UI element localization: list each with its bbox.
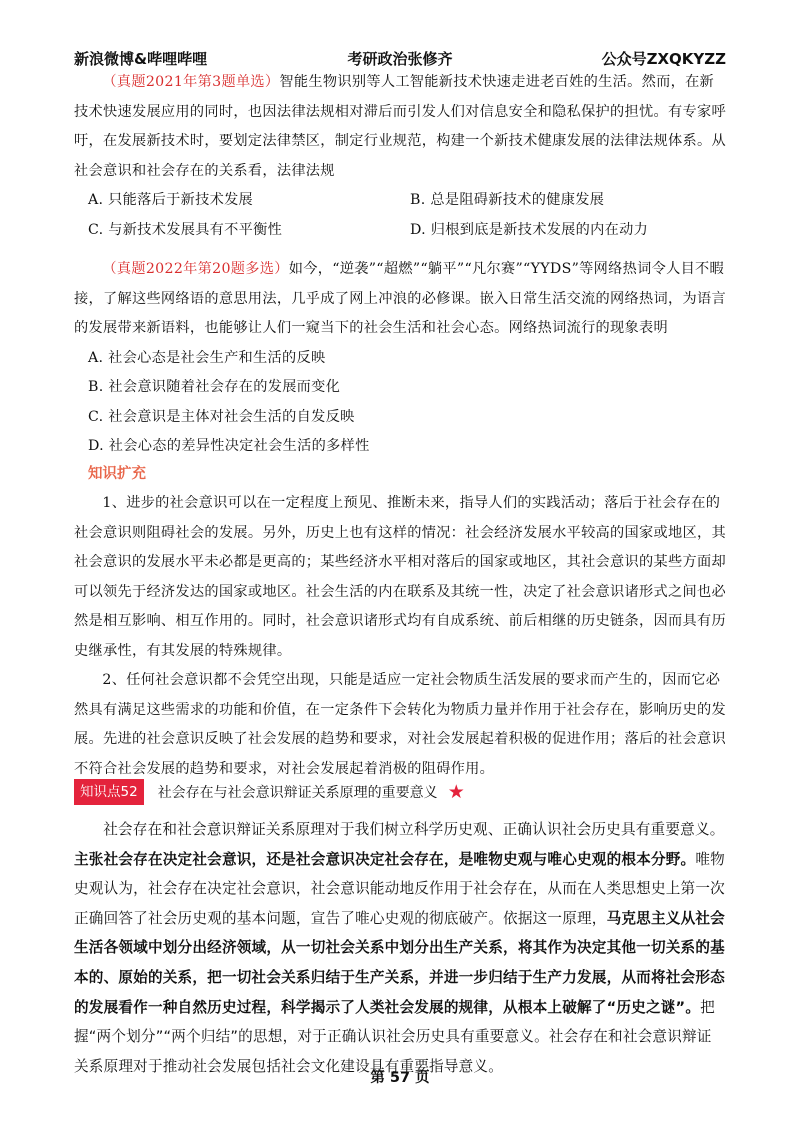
option-d: D. 社会心态的差异性决定社会生活的多样性: [88, 438, 370, 454]
page-number: 第 57 页: [370, 1070, 430, 1086]
body-paragraph: [74, 815, 726, 1081]
question-source-tag: （真题2021年第3题单选）: [102, 74, 280, 90]
option-d: D. 归根到底是新技术发展的内在动力: [410, 221, 649, 238]
expansion-paragraph-1: 1、进步的社会意识可以在一定程度上预见、推断未来，指导人们的实践活动；落后于社会存在的社会意识则阻碍社会的发展。另外，历史上也有这样的情况：社会经济发展水平较高的国家或地区，其社会意识的发展水平未必都是更高的；某些经济水平相对落后的国家或地区，其社会意识的某些方面却可以领先于经济发达的国家或地区。社会生活的内在联系及其统一性，决定了社会意识诸形式之间也必然是相互影响、相互作用的。同时，社会意识诸形式均有自成系统、前后相继的历史链条，因而具有历史继承性，有其发展的特殊规律。: [74, 495, 726, 659]
knowledge-expansion: [74, 489, 726, 784]
body-sentence: 社会存在和社会意识辩证关系原理对于我们树立科学历史观、正确认识社会历史具有重要意义。: [103, 821, 725, 838]
question-text: 智能生物识别等人工智能新技术快速走进老百姓的生活。然而，在新技术快速发展应用的同时，也因法律法规相对滞后而引发人们对信息安全和隐私保护的担忧。有专家呼吁，在发展新技术时，要划定法律禁区，制定行业规范，构建一个新技术健康发展的法律法规体系。从社会意识和社会存在的关系看，法律法规: [74, 74, 726, 179]
body-sentence: 把握“两个划分”“两个归结”的思想，对于正确认识社会历史具有重要意义。社会存在和社会意识辩证关系原理对于推动社会发展包括社会文化建设具有重要指导意义。: [74, 998, 715, 1075]
question-2022-20: [74, 255, 726, 462]
options-row: [74, 216, 726, 246]
star-icon: ★: [447, 781, 465, 803]
question-stem: [74, 68, 726, 186]
body-sentence: 唯物史观认为，社会存在决定社会意识，社会意识能动地反作用于社会存在，从而在人类思想史上第一次正确回答了社会历史观的基本问题，宣告了唯心史观的彻底破产。依据这一原理，: [74, 850, 725, 927]
question-text: 如今，“逆袭”“超燃”“躺平”“凡尔赛”“YYDS”等网络热词令人目不暇接，了解这些网络语的意思用法，几乎成了网上冲浪的必修课。嵌入日常生活交流的网络热词，为语言的发展带来新语料，也能够让人们一窥当下的社会生活和社会心态。网络热词流行的现象表明: [74, 261, 726, 336]
header-weibo-bilibili: 新浪微博&哔哩哔哩: [74, 50, 208, 68]
options-row: [74, 186, 726, 216]
knowledge-point-badge: 知识点52: [74, 779, 144, 805]
option-a: A. 只能落后于新技术发展: [88, 192, 254, 208]
option-c: C. 与新技术发展具有不平衡性: [88, 221, 283, 238]
header-wechat-account: 公众号ZXQKYZZ: [601, 50, 726, 68]
header-author: 考研政治张修齐: [347, 50, 453, 68]
knowledge-expansion-title: 知识扩充: [88, 466, 146, 482]
expansion-paragraph-2: 2、任何社会意识都不会凭空出现，只能是适应一定社会物质生活发展的要求而产生的，因而它必然具有满足这些需求的功能和价值，在一定条件下会转化为物质力量并作用于社会存在，影响历史的发展。先进的社会意识反映了社会发展的趋势和要求，对社会发展起着积极的促进作用；落后的社会意识不符合社会发展的趋势和要求，对社会发展起着消极的阻碍作用。: [74, 672, 726, 777]
knowledge-point-title: 社会存在与社会意识辩证关系原理的重要意义: [157, 785, 438, 801]
knowledge-point-body: [74, 815, 726, 1081]
option-c: C. 社会意识是主体对社会生活的自发反映: [88, 408, 355, 425]
question-stem: [74, 255, 726, 344]
body-bold-sentence: 主张社会存在决定社会意识，还是社会意识决定社会存在，是唯物史观与唯心史观的根本分野。: [74, 850, 696, 868]
question-source-tag: （真题2022年第20题多选）: [102, 261, 289, 277]
question-2021-3: [74, 68, 726, 245]
option-b: B. 总是阻碍新技术的健康发展: [410, 192, 605, 208]
body-bold-sentence: 马克思主义从社会生活各领域中划分出经济领域，从一切社会关系中划分出生产关系，将其作为决定其他一切关系的基本的、原始的关系，把一切社会关系归结于生产关系，并进一步归结于生产力发展，从而将社会形态的发展看作一种自然历史过程，科学揭示了人类社会发展的规律，从根本上破解了“历史之谜”。: [74, 909, 725, 1016]
knowledge-point-heading: [74, 778, 465, 806]
option-b: B. 社会意识随着社会存在的发展而变化: [88, 379, 341, 395]
option-a: A. 社会心态是社会生产和生活的反映: [88, 349, 326, 366]
